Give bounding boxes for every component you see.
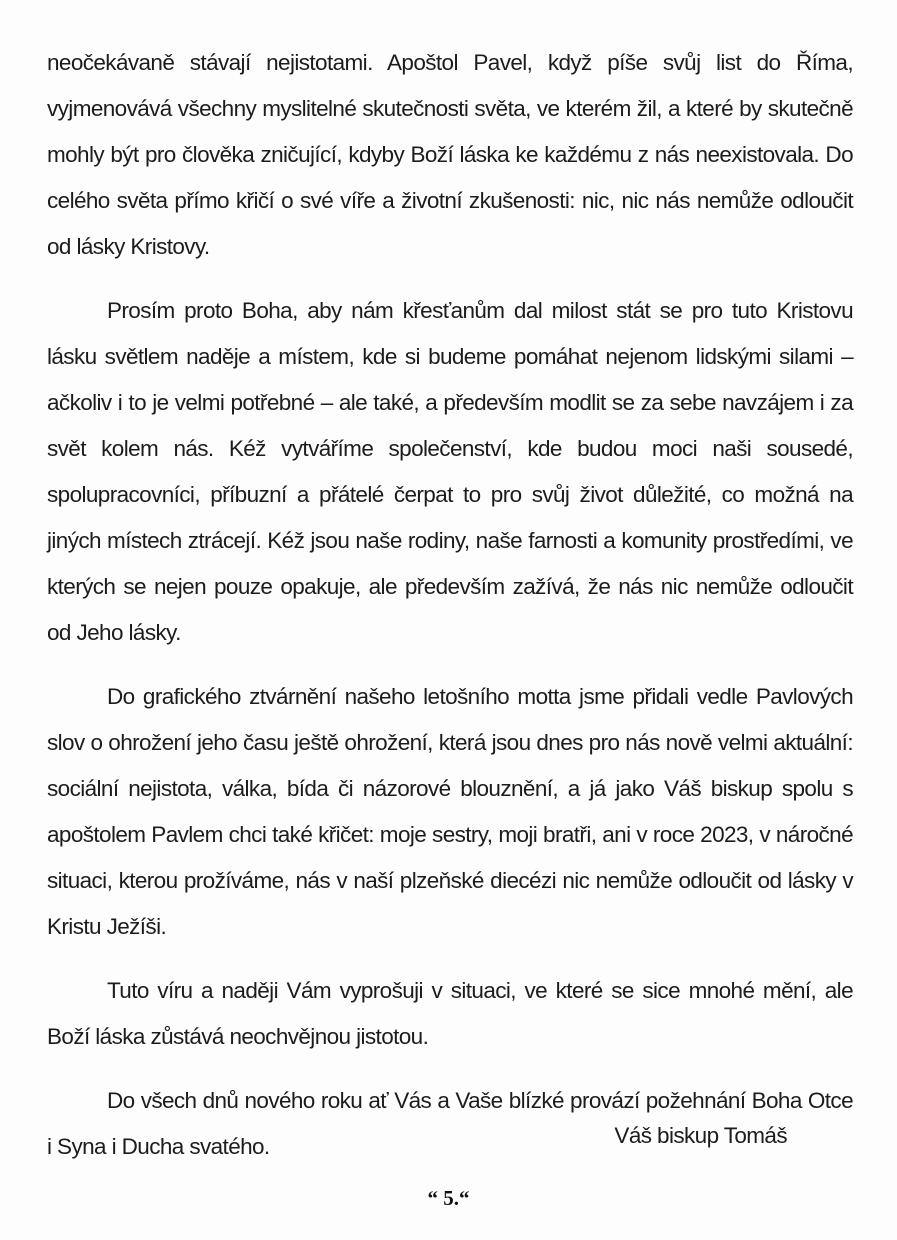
paragraph-gap — [47, 270, 853, 288]
paragraph-gap — [47, 950, 853, 968]
page-number: “ 5.“ — [427, 1186, 470, 1210]
paragraph-5: Do všech dnů nového roku ať Vás a Vaše blízké provází požehnání Boha Otce i Syna i Ducha svatého. — [47, 1088, 853, 1159]
paragraph-1: neočekávaně stávají nejistotami. Apoštol Pavel, když píše svůj list do Říma, vyjmenovává všechny myslitelné skutečnosti světa, ve kterém žil, a které by skutečně mohly být pro člověka zničující, kdyby Boží láska ke každému z nás neexistovala. Do celého světa přímo křičí o své víře a životní zkušenosti: nic, nic nás nemůže odloučit od lásky Kristovy. — [47, 50, 853, 259]
paragraph-gap — [47, 656, 853, 674]
paragraph-gap — [47, 1060, 853, 1078]
letter-body — [47, 40, 853, 1170]
paragraph-2: Prosím proto Boha, aby nám křesťanům dal milost stát se pro tuto Kristovu lásku světlem naděje a místem, kde si budeme pomáhat nejenom lidskými silami – ačkoliv i to je velmi potřebné – ale také, a především modlit se za sebe navzájem i za svět kolem nás. Kéž vytváříme společenství, kde budou moci naši sousedé, spolupracovníci, příbuzní a přátelé čerpat to pro svůj život důležité, co možná na jiných místech ztrácejí. Kéž jsou naše rodiny, naše farnosti a komunity prostředími, ve kterých se nejen pouze opakuje, ale především zažívá, že nás nic nemůže odloučit od Jeho lásky. — [47, 298, 853, 645]
paragraph-3: Do grafického ztvárnění našeho letošního motta jsme přidali vedle Pavlových slov o ohrožení jeho času ještě ohrožení, která jsou dnes pro nás nově velmi aktuální: sociální nejistota, válka, bída či názorové blouznění, a já jako Váš biskup spolu s apoštolem Pavlem chci také křičet: moje sestry, moji bratři, ani v roce 2023, v náročné situaci, kterou prožíváme, nás v naší plzeňské diecézi nic nemůže odloučit od lásky v Kristu Ježíši. — [47, 684, 853, 939]
paragraph-4: Tuto víru a naději Vám vyprošuji v situaci, ve které se sice mnohé mění, ale Boží láska zůstává neochvějnou jistotou. — [47, 978, 853, 1049]
signature: Váš biskup Tomáš — [614, 1123, 787, 1148]
